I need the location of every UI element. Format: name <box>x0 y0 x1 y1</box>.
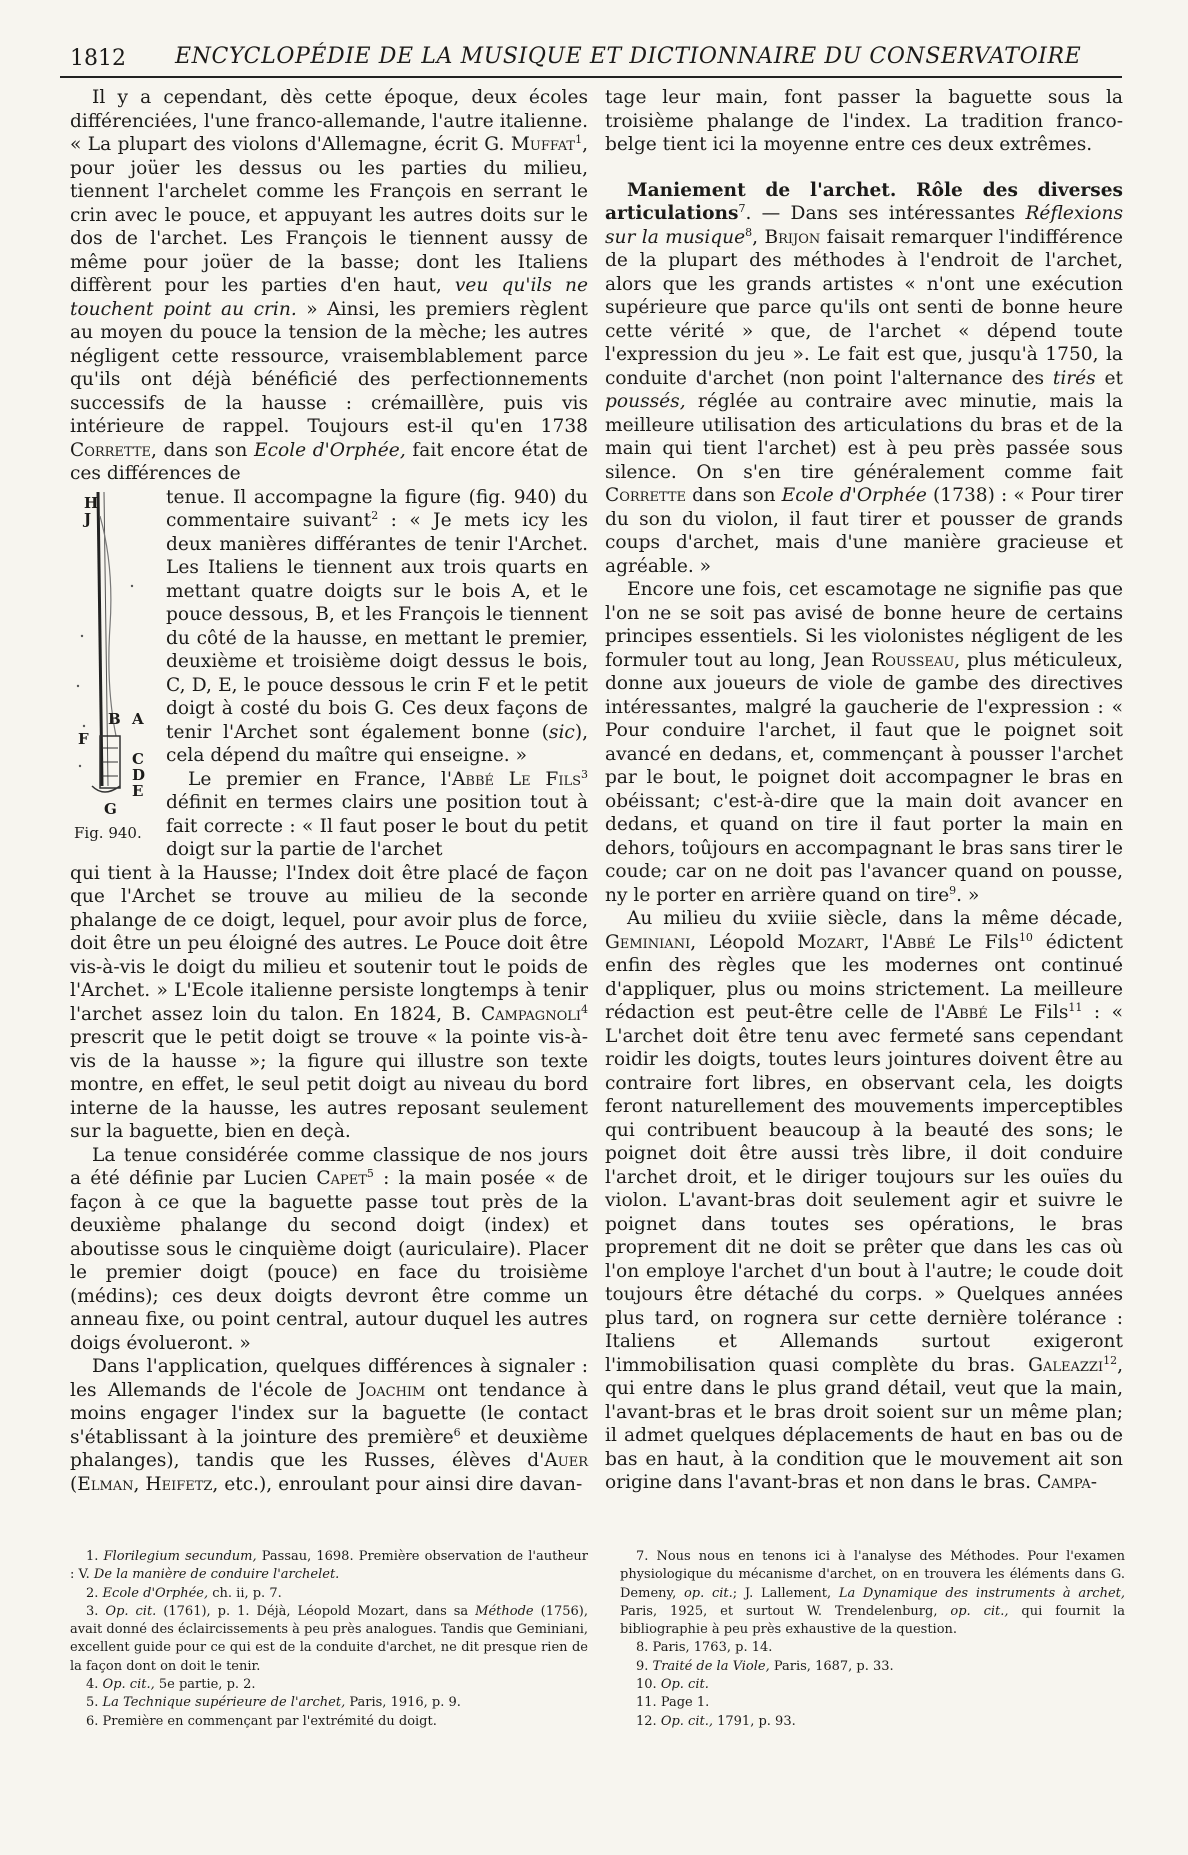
footnote <box>70 1585 588 1603</box>
author-name: Brijon <box>764 226 821 248</box>
term-italic: poussés, <box>605 391 686 412</box>
footnote <box>620 1713 1125 1731</box>
text: La tenue considérée comme classique de nos jours a été définie par Lucien <box>70 1144 588 1189</box>
fn-num: 4. <box>86 1677 103 1693</box>
text: : « L'archet doit être tenu avec fermeté sans cependant roidir les doigts, toutes leurs jointures doivent être au contraire fort libres, en observant cela, les doigts feront naturellement des mouvements imperceptibles qui contribuent beaucoup à la beauté des sons; le poignet doit être aussi très libre, il doit conduire l'archet droit, et le diriger toujours sur les ouïes du violon. L'avant-bras doit seulement agir et suivre le poignet dans toutes ses opérations, le bras proprement dit ne doit se prêter que dans les cas où l'on employe l'archet d'un bout à l'autre; le coude doit toujours être détaché du corps. » Quelques années plus tard, on rognera sur cette dernière tolérance : Italiens et Allemands surtout exigeront l'immobilisation quasi complète du bras. <box>605 1002 1123 1376</box>
text: , qui entre dans le plus grand détail, veut que la main, l'avant-bras et le bras droit soient sur un même plan; il admet quelques déplacements de haut en bas ou de bas en haut, à la condition que le mouvement ait son origine dans l'avant-bras et non dans le bras. <box>605 1354 1123 1493</box>
fn-italic: La Dynamique des instruments à archet, <box>838 1585 1125 1601</box>
text: Le Fils <box>935 931 1019 953</box>
footnote-mark: 4 <box>581 1002 588 1016</box>
fn-italic: op. cit. <box>683 1585 733 1601</box>
fn-text: ; J. Lallement, <box>732 1585 839 1601</box>
text: dans son <box>686 485 782 506</box>
fn-italic: Op. cit., <box>660 1713 713 1729</box>
fn-text: (1756), avait donné des éclaircissements à peu près analogues. Tandis que Geminiani, excellent guide pour ce qui est de la conduite d'archet, ne dit presque rien de la façon dont on doit le tenir. <box>70 1603 588 1674</box>
fn-italic: Op. cit. <box>105 1603 157 1619</box>
paragraph <box>70 1144 588 1356</box>
figure-label: E <box>132 781 144 800</box>
footnote <box>70 1548 588 1585</box>
text: , pour joüer les dessus ou les parties du milieu, tiennent l'archelet comme les François en serrant le crin avec le pouce, et appuyant les autres doits sur le dos de l'archet. Les François le tiennent aussy de même pour joüer de la basse; dont les Italiens diffèrent pour les parties d'en haut, <box>70 134 588 296</box>
author-name: Corrette <box>70 439 152 461</box>
text: ont tendance à moins engager l'index sur la baguette (le contact s'établissant à la jointure des première <box>70 1379 588 1448</box>
text: prescrit que le petit doigt se trouve « la pointe vis-à-vis de la hausse »; la figure qui illustre son texte montre, en effet, le seul petit doigt au niveau du bord interne de la hausse, les autres reposant seulement sur la baguette, bien en deçà. <box>70 1027 588 1142</box>
fn-text: Paris, 1763, p. 14. <box>652 1640 773 1656</box>
footnotes-right <box>620 1548 1125 1731</box>
figure-label: C <box>132 749 144 768</box>
text: : « Je mets icy les deux manières différantes de tenir l'Archet. Les Italiens le tiennent aux trois quarts en mettant quatre doigts sur le bois A, et le pouce dessous, B, et les François le tiennent du côté de la hausse, en mettant le premier, deuxième et troisième doigt dessus le bois, C, D, E, le pouce dessous le crin F et le petit doigt à costé du bois G. Ces deux façons de tenir l'Archet sont également bonne ( <box>166 510 588 743</box>
book-title: Ecole d'Orphée, <box>254 439 406 461</box>
left-column <box>70 86 588 1496</box>
footnote <box>70 1676 588 1694</box>
author-name: Abbé <box>893 931 936 953</box>
footnote <box>70 1603 588 1676</box>
text: , etc.), enroulant pour ainsi dire davan- <box>212 1473 583 1495</box>
paragraph <box>166 486 588 768</box>
footnote-mark: 12 <box>1103 1353 1118 1367</box>
paragraph <box>166 768 588 862</box>
fn-num: 6. <box>86 1713 103 1729</box>
text: qui tient à la Hausse; l'Index doit être placé de façon que l'Archet se trouve au milieu de la seconde phalange de ce doigt, lequel, pour avoir plus de force, doit être un peu éloigné des autres. Le Pouce doit être vis-à-vis le doigt du milieu et soutenir tout le poids de l'Archet. » L'Ecole italienne persiste longtemps à tenir l'archet assez loin du talon. En 1824, <box>70 862 588 1025</box>
text: , <box>752 226 765 248</box>
book-title: Ecole d'Orphée <box>781 485 927 506</box>
text: réglée au contraire avec minutie, mais la meilleure utilisation des articulations du bras et de la main qui tient l'archet) est à peu près passée sous silence. On s'en tire généralement comme fait <box>605 391 1123 483</box>
text: : la main posée « de façon à ce que la baguette passe tout près de la deuxième phalange du second doigt (index) et aboutisse sous le cinquième doigt (auriculaire). Placer le premier doigt (pouce) en face du troisième (médins); ces deux doigts devront être comme un anneau fixe, ou point central, autour duquel les autres doigs évolueront. » <box>70 1168 589 1354</box>
fn-italic: Florilegium secundum, <box>103 1549 257 1564</box>
fn-num: 10. <box>636 1677 661 1693</box>
footnote-mark: 9 <box>949 883 957 897</box>
figure-label: D <box>132 765 146 784</box>
footnote-mark: 11 <box>1068 1000 1083 1014</box>
section-paragraph <box>605 179 1123 579</box>
fn-num: 5. <box>86 1695 103 1711</box>
author-name: Abbé <box>945 1002 988 1023</box>
fn-text: 5e partie, p. 2. <box>154 1677 256 1693</box>
footnote <box>620 1658 1125 1676</box>
text: et <box>1095 367 1123 389</box>
figure-label: B <box>108 709 121 728</box>
author-name: Auer <box>544 1450 588 1471</box>
fn-text: qui fournit la bibliographie à peu près exhaustive de la question. <box>620 1603 1125 1638</box>
paragraph <box>70 862 588 1144</box>
footnote <box>620 1694 1125 1712</box>
figure-label: A <box>132 709 144 728</box>
footnote-mark: 5 <box>366 1166 374 1180</box>
author-name: Mozart <box>797 931 864 953</box>
fn-num: 9. <box>636 1658 653 1674</box>
author-name: B. Campagnoli <box>451 1003 581 1025</box>
text: ), cela dépend du maître qui enseigne. » <box>166 721 588 766</box>
text: faisait remarquer l'indifférence de la plupart des méthodes à l'endroit de l'archet, alors que les grands artistes « n'ont une exécution supérieure que parce qu'ils ont senti de bonne heure cette vérité » que, de l'archet « dépend toute l'expression du jeu ». Le fait est que, jusqu'à 1750, la conduite d'archet (non point l'alternance des <box>605 226 1123 389</box>
term-italic: tirés <box>1052 367 1096 389</box>
author-name: G. Muffat <box>484 134 576 155</box>
fn-italic: Op. cit. <box>660 1677 709 1693</box>
author-name: Elman, Heifetz <box>77 1473 213 1495</box>
footnote <box>620 1639 1125 1657</box>
fn-italic: op. cit., <box>950 1603 1009 1619</box>
fn-text: ch. ii, p. 7. <box>208 1585 282 1601</box>
paragraph <box>70 1355 588 1496</box>
text: . — Dans ses intéressantes <box>745 203 1026 224</box>
text: définit en termes clairs une position tout à fait correcte : « Il faut poser le bout du petit doigt sur la partie de l'archet <box>166 792 588 860</box>
text: tenue. Il accompagne la figure (fig. 940) du commentaire suivant <box>166 486 588 531</box>
footnotes-left <box>70 1548 588 1731</box>
fn-text: Passau, 1698. Première observation de l'autheur : V. <box>70 1549 588 1583</box>
fn-num: 7. <box>636 1549 657 1564</box>
figure-label: J <box>84 509 92 528</box>
bow-hold-figure <box>70 486 158 862</box>
running-head: ENCYCLOPÉDIE DE LA MUSIQUE ET DICTIONNAIRE DU CONSERVATOIRE <box>175 44 1082 69</box>
figure-label: G <box>104 799 117 818</box>
footnote <box>620 1676 1125 1694</box>
figure-side-text <box>166 486 588 862</box>
author-name: Geminiani <box>605 931 691 953</box>
text: , dans son <box>151 439 255 461</box>
author-name: Capet <box>316 1168 367 1189</box>
text: , Léopold <box>690 931 798 953</box>
paragraph <box>70 86 588 486</box>
sic-italic: sic <box>548 721 575 743</box>
text: édictent enfin des règles que les modernes ont continué d'appliquer, plus ou moins strictement. La meilleure rédaction est peut-être celle de l' <box>605 931 1123 1023</box>
footnote-mark: 3 <box>581 767 588 781</box>
fn-italic: Traité de la Viole, <box>652 1658 770 1674</box>
fn-num: 3. <box>86 1603 106 1619</box>
section-heading: Maniement de l'archet. Rôle des diverses articulations <box>605 179 1123 224</box>
text: ( <box>70 1473 78 1495</box>
figure-caption: Fig. 940. <box>74 823 142 842</box>
book-title: Réflexions sur la musique <box>605 203 1123 248</box>
fn-text: Paris, 1925, et surtout W. Trendelenburg, <box>620 1603 951 1619</box>
author-name: Campa- <box>1036 1472 1098 1493</box>
text: Le premier en France, l' <box>188 768 452 790</box>
footnote-mark: 10 <box>1018 930 1033 944</box>
text: , l' <box>863 931 894 953</box>
quote-italic: veu qu'ils ne touchent point au crin. <box>70 275 588 320</box>
author-name: Corrette <box>605 485 687 506</box>
fn-text: Première en commençant par l'extrémité du doigt. <box>102 1713 437 1729</box>
fn-num: 8. <box>636 1640 653 1656</box>
fn-num: 2. <box>86 1585 103 1601</box>
footnote-mark: 6 <box>453 1425 461 1439</box>
fn-text: Paris, 1687, p. 33. <box>769 1658 894 1674</box>
paragraph: tage leur main, font passer la baguette sous la troisième phalange de l'index. La tradition franco-belge tient ici la moyenne entre ces deux extrêmes. <box>605 87 1123 155</box>
footnote-mark: 8 <box>745 225 753 239</box>
right-column <box>605 86 1123 1495</box>
footnote-mark: 2 <box>371 508 379 522</box>
fn-italic: Méthode <box>475 1603 534 1619</box>
text: » Ainsi, les premiers règlent au moyen du pouce la tension de la mèche; les autres négligent cette ressource, vraisemblablement parce qu'ils ont déjà bénéficié des perfectionnements successifs de la hausse : crémaillère, puis vis intérieure de rappel. Toujours est-il qu'en 1738 <box>70 298 588 437</box>
fn-num: 12. <box>636 1713 661 1729</box>
fn-num: 11. <box>636 1695 661 1711</box>
paragraph <box>605 578 1123 907</box>
text: et deuxième phalanges), tandis que les Russes, élèves d' <box>70 1426 589 1471</box>
page-header <box>60 40 1122 78</box>
fn-italic: La Technique supérieure de l'archet, <box>102 1695 346 1711</box>
footnote-mark: 1 <box>575 132 583 146</box>
fn-italic: Ecole d'Orphée, <box>102 1585 209 1601</box>
figure-label: H <box>84 493 99 512</box>
fn-text: 1791, p. 93. <box>712 1713 796 1729</box>
footnote <box>70 1713 588 1731</box>
fn-italic: Op. cit., <box>102 1677 155 1693</box>
fn-text: (1761), p. 1. Déjà, Léopold Mozart, dans sa <box>156 1603 476 1619</box>
author-name: Joachim <box>358 1379 426 1401</box>
fn-text: Nous nous en tenons ici à l'analyse des Méthodes. Pour l'examen physiologique du mécanisme d'archet, on en trouvera les éléments dans G. Demeny, <box>620 1549 1125 1601</box>
text: Au milieu du xviiie siècle, dans la même décade, <box>627 908 1123 929</box>
author-name: Abbé Le Fils <box>451 768 581 790</box>
text: (1738) : « Pour tirer du son du violon, il faut tirer et pousser de grands coups d'archet, mais d'une manière gracieuse et agréable. » <box>605 485 1124 577</box>
footnote-mark: 7 <box>738 201 746 215</box>
fn-text: Paris, 1916, p. 9. <box>345 1695 461 1711</box>
page-number: 1812 <box>70 46 126 71</box>
author-name: Rousseau <box>871 649 955 671</box>
fn-text: Page 1. <box>660 1695 710 1711</box>
fn-num: 1. <box>86 1549 104 1564</box>
text: Le Fils <box>987 1002 1069 1023</box>
paragraph <box>605 907 1123 1495</box>
text: Encore une fois, cet escamotage ne signifie pas que l'on ne se soit pas avisé de bonne heure de certains principes essentiels. Si les violonistes négligent de les formuler tout au long, Jean <box>605 579 1123 671</box>
fn-italic: De la manière de conduire l'archelet. <box>93 1567 340 1583</box>
footnote <box>620 1548 1125 1639</box>
author-name: Galeazzi <box>1028 1354 1104 1376</box>
text: Il y a cependant, dès cette époque, deux écoles différenciées, l'une franco-allemande, l'autre italienne. « La plupart des violons d'Allemagne, écrit <box>70 87 588 155</box>
footnote <box>70 1694 588 1712</box>
figure-label: F <box>78 729 89 748</box>
text: Dans l'application, quelques différences à signaler : les Allemands de l'école de <box>70 1356 588 1401</box>
figure-block <box>70 486 588 862</box>
text: fait encore état de ces différences de <box>70 439 589 484</box>
text: , plus méticuleux, donne aux joueurs de viole de gambe des directives intéressantes, malgré la gaucherie de l'expression : « Pour conduire l'archet, il faut que le poignet soit avancé en dedans, et, commençant à pousser l'archet par le bout, le poignet doit accompagner le bras en obéissant; c'est-à-dire que la main doit avancer en dedans, et quand on tire il faut porter la main en dehors, toûjours en accompagnant le bras sans tirer le coude; car on ne doit pas l'avancer quand on pousse, ny le porter en arrière quand on tire <box>605 649 1123 906</box>
text: . » <box>956 884 980 906</box>
